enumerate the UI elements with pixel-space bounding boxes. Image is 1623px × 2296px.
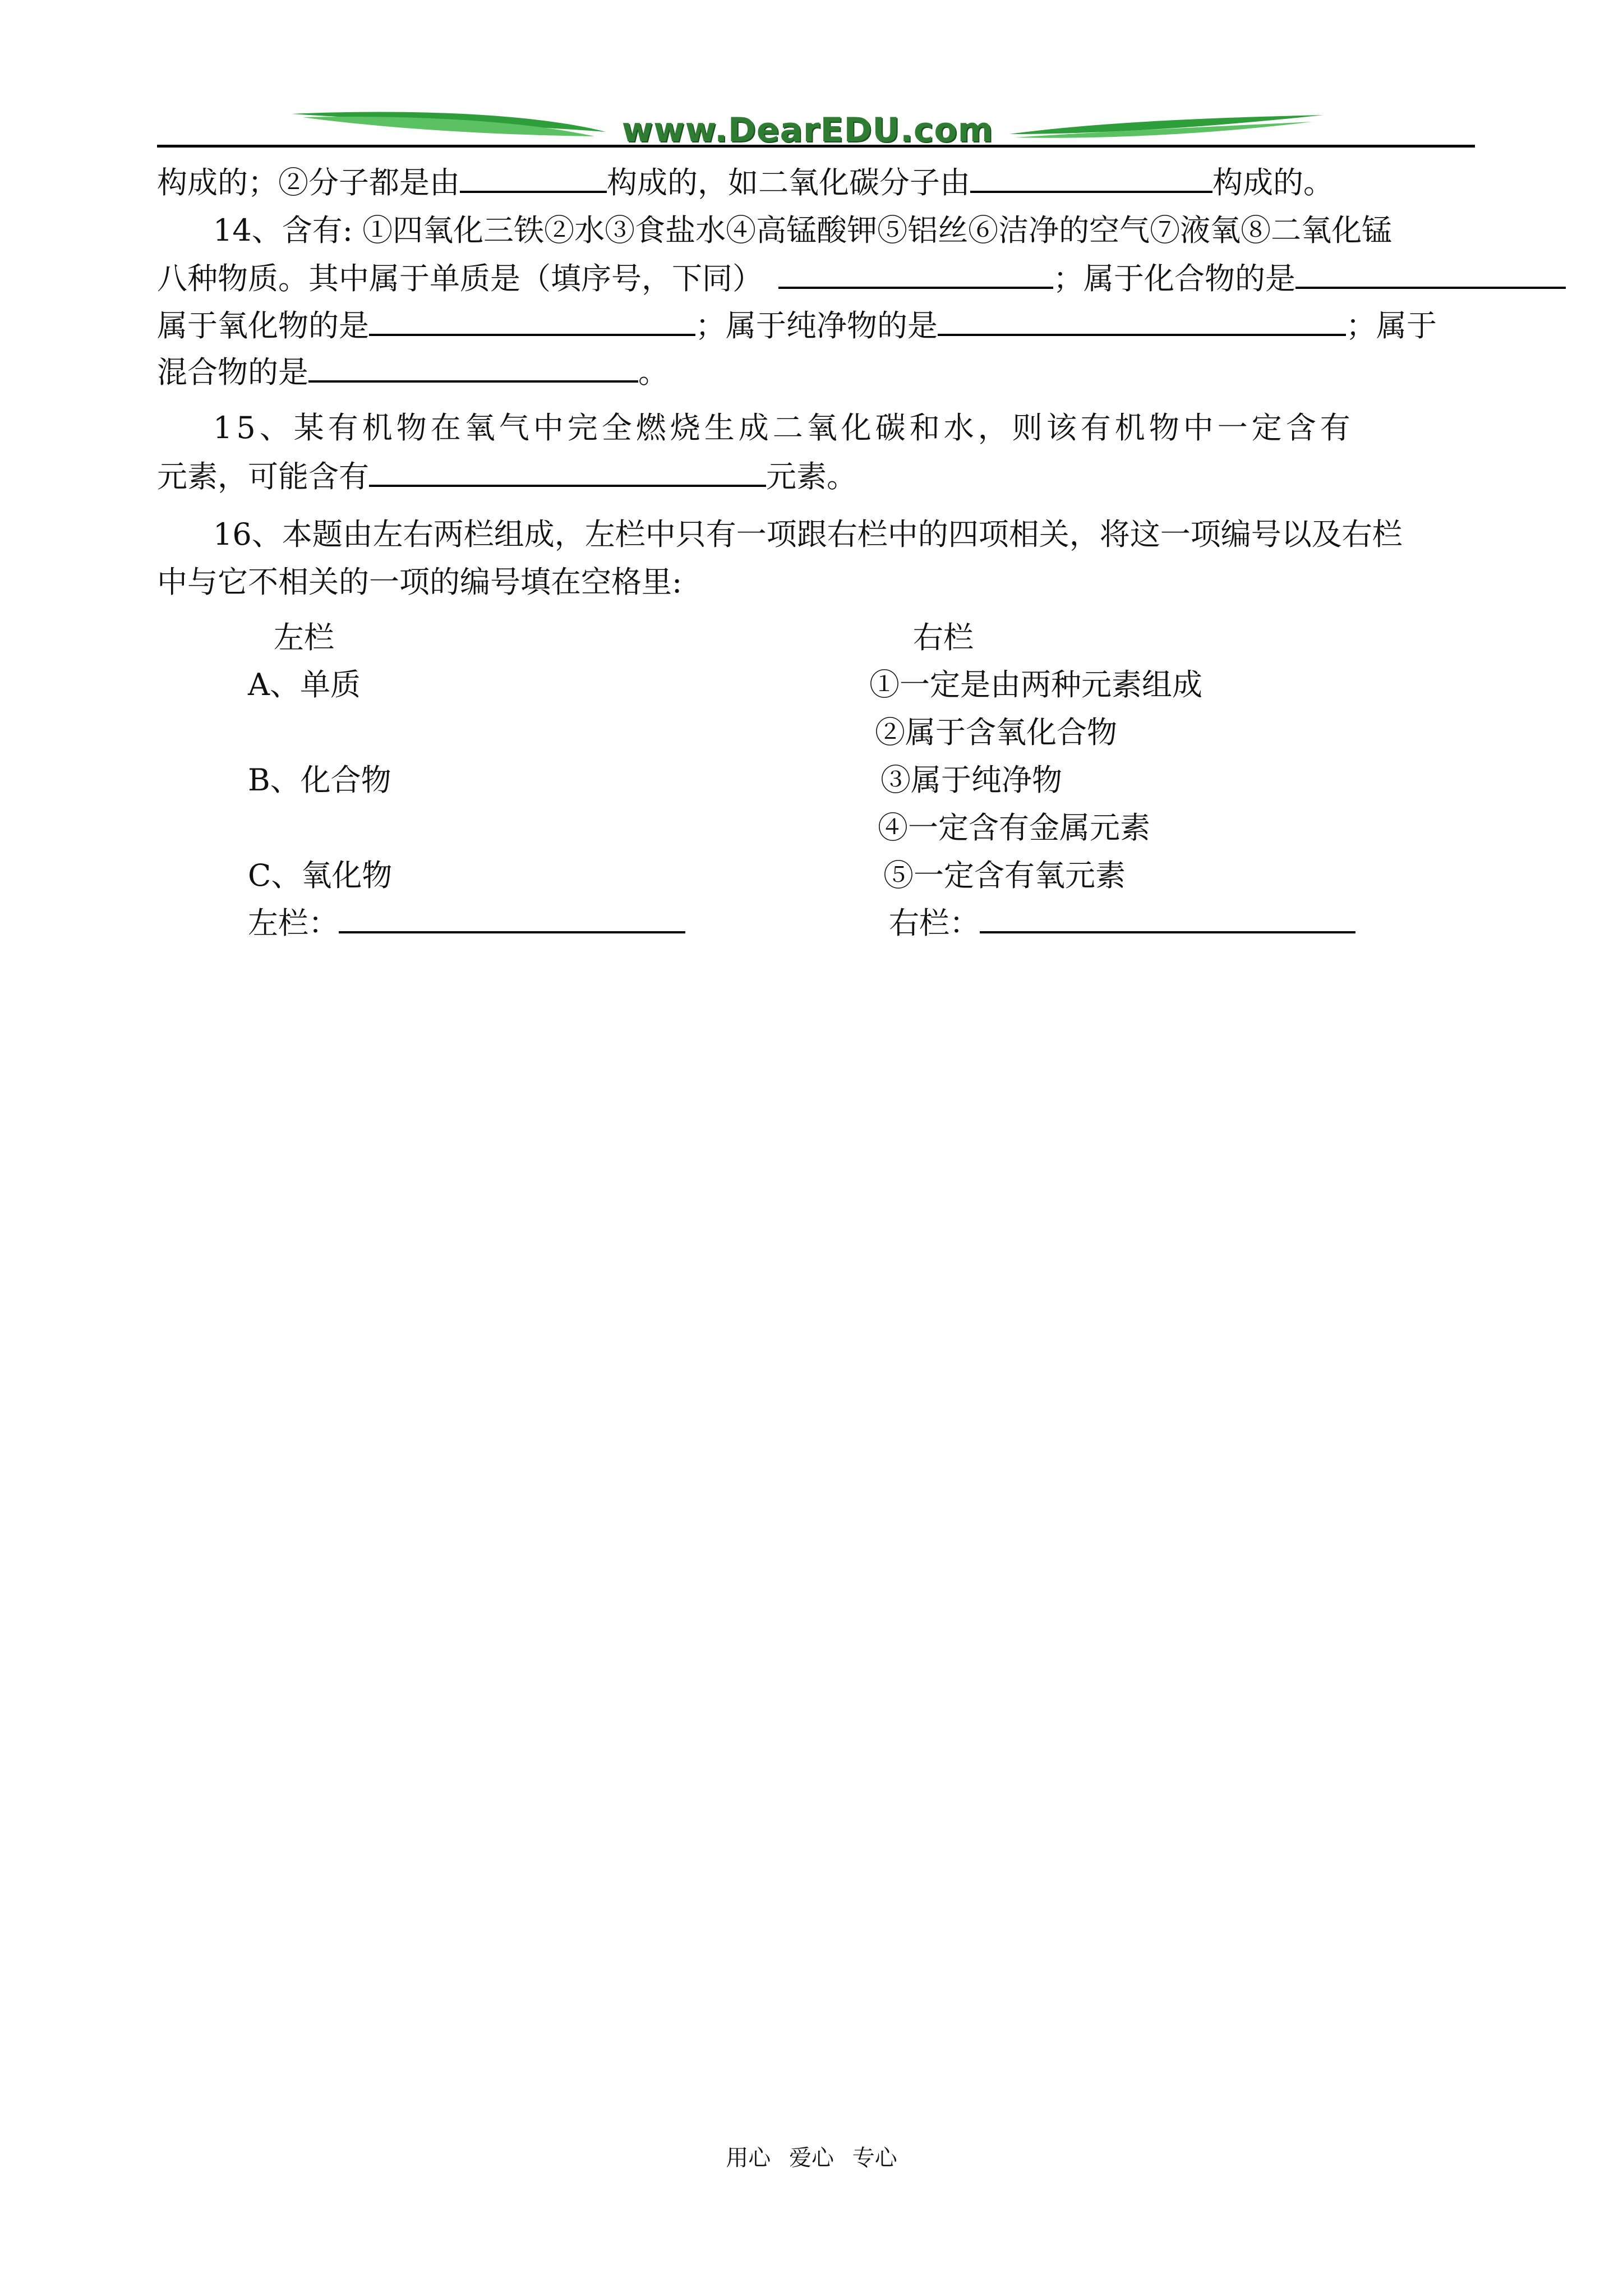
q15-text-2a: 元素，可能含有: [157, 459, 369, 494]
right-answer-row: [889, 899, 1355, 947]
footer-item-1: 用心: [726, 2145, 771, 2171]
q14-blank-single[interactable]: [778, 254, 1053, 289]
q14-line-1: 14、含有: ①四氧化三铁②水③食盐水④高锰酸钾⑤铝丝⑥洁净的空气⑦液氧⑧二氧化锰: [213, 213, 1393, 248]
q14-line-2: [157, 254, 1566, 303]
q15-blank-possible[interactable]: [369, 452, 766, 487]
left-item-c: C、氧化物: [248, 858, 393, 893]
page-footer: [0, 2140, 1623, 2172]
q14-text-3b: ；属于纯净物的是: [695, 308, 938, 343]
left-answer-blank[interactable]: [339, 899, 685, 933]
q14-text-2a: 八种物质。其中属于单质是（填序号，下同）: [157, 261, 763, 296]
header-rule: [157, 145, 1475, 148]
right-answer-label: 右栏：: [889, 905, 980, 941]
left-item-a: A、单质: [248, 667, 361, 702]
left-answer-label: 左栏：: [248, 905, 339, 941]
q14-line-4: [157, 348, 668, 397]
q14-blank-pure[interactable]: [938, 301, 1346, 336]
q14-text-4b: 。: [638, 355, 668, 390]
q14-text-3c: ；属于: [1346, 308, 1437, 343]
right-item-3: ③属于纯净物: [880, 762, 1062, 798]
right-item-5: ⑤一定含有氧元素: [883, 858, 1126, 893]
q16-line-2: 中与它不相关的一项的编号填在空格里:: [157, 564, 683, 600]
q13-text-3: 构成的。: [1212, 165, 1334, 200]
q14-blank-oxide[interactable]: [369, 301, 695, 336]
q13-blank-2[interactable]: [970, 158, 1212, 193]
q13-text-1: 构成的；②分子都是由: [157, 165, 460, 200]
footer-item-3: 专心: [852, 2145, 897, 2171]
right-item-1: ①一定是由两种元素组成: [869, 667, 1202, 702]
right-answer-blank[interactable]: [980, 899, 1355, 933]
q14-text-4a: 混合物的是: [157, 355, 308, 390]
q13-text-2: 构成的，如二氧化碳分子由: [607, 165, 970, 200]
q15-line-2: [157, 452, 857, 501]
left-item-b: B、化合物: [248, 762, 391, 798]
q16-line-1: 16、本题由左右两栏组成，左栏中只有一项跟右栏中的四项相关，将这一项编号以及右栏: [213, 517, 1403, 552]
q13-blank-1[interactable]: [460, 158, 607, 193]
q14-text-3a: 属于氧化物的是: [157, 308, 369, 343]
logo-text: www.DearEDU.com: [621, 111, 994, 150]
right-column-header: 右栏: [913, 620, 974, 655]
q15-line-1: 15、某有机物在氧气中完全燃烧生成二氧化碳和水，则该有机物中一定含有: [213, 410, 1354, 445]
right-item-4: ④一定含有金属元素: [878, 810, 1150, 845]
footer-item-2: 爱心: [789, 2145, 834, 2171]
q15-text-2b: 元素。: [766, 459, 857, 494]
left-column-header: 左栏: [274, 620, 334, 655]
q14-line-3: [157, 301, 1437, 350]
q13-line: [157, 158, 1334, 207]
right-item-2: ②属于含氧化合物: [875, 715, 1117, 750]
header-logo: [292, 109, 1324, 160]
q14-blank-compound[interactable]: [1295, 254, 1566, 289]
left-answer-row: [248, 899, 685, 947]
q14-text-2b: ；属于化合物的是: [1053, 261, 1295, 296]
q14-blank-mixture[interactable]: [308, 348, 638, 383]
